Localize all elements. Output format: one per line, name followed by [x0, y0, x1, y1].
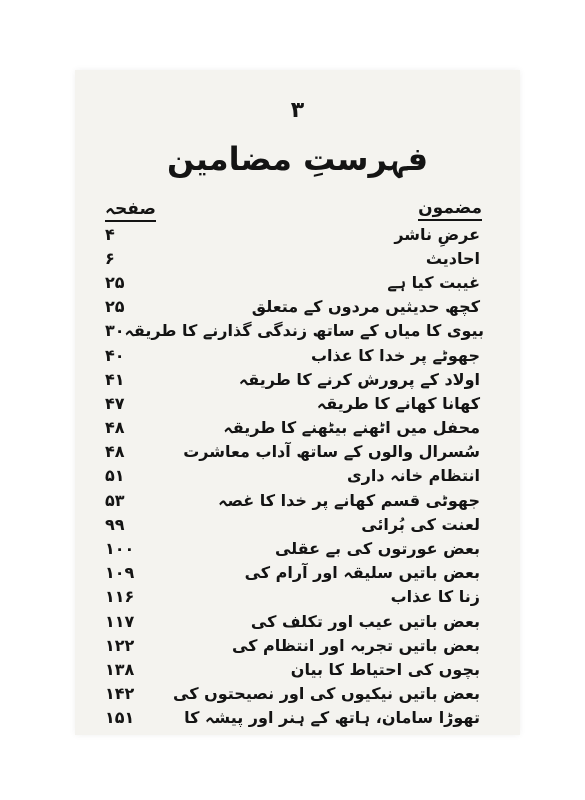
toc-page-number: ۴: [105, 224, 115, 244]
toc-subject: کھانا کھانے کا طریقہ: [316, 393, 480, 413]
toc-row: [105, 416, 480, 440]
toc-page-number: ۲۵: [105, 272, 125, 292]
toc-page-number: ۴۱: [105, 369, 125, 389]
toc-page-number: ۳۰: [105, 321, 125, 341]
toc-subject: جھوٹے پر خدا کا عذاب: [310, 345, 480, 365]
toc-row: [105, 246, 480, 270]
toc-page-number: ۱۰۰: [105, 539, 135, 559]
toc-row: [105, 391, 480, 415]
toc-page-number: ۴۰: [105, 345, 125, 365]
page-column-header: صفحہ: [105, 198, 156, 222]
toc-row: [105, 536, 480, 560]
subject-column-header: مضمون: [418, 198, 482, 221]
toc-subject: بعض باتیں سلیقہ اور آرام کی: [244, 563, 480, 583]
toc-subject: بعض باتیں نیکیوں کی اور نصیحتوں کی: [173, 684, 480, 704]
toc-row: [105, 561, 480, 585]
toc-row: [105, 633, 480, 657]
toc-row: [105, 440, 480, 464]
book-page: [75, 70, 520, 735]
toc-page-number: ۱۲۲: [105, 635, 135, 655]
toc-subject: غیبت کیا ہے: [387, 272, 480, 292]
toc-page-number: ۱۱۷: [105, 611, 135, 631]
toc-row: [105, 343, 480, 367]
toc-row: [105, 609, 480, 633]
toc-row: [105, 512, 480, 536]
toc-page-number: ۴۸: [105, 442, 125, 462]
toc-subject: محفل میں اٹھنے بیٹھنے کا طریقہ: [223, 418, 480, 438]
toc-subject: کچھ حدیثیں مردوں کے متعلق: [251, 297, 480, 317]
table-of-contents: [105, 222, 485, 730]
toc-page-number: ۵۳: [105, 490, 125, 510]
toc-page-number: ۴۸: [105, 418, 125, 438]
toc-subject: جھوٹی قسم کھانے پر خدا کا غصہ: [218, 490, 480, 510]
page-number: ۳: [290, 98, 305, 123]
toc-subject: احادیث: [425, 248, 480, 268]
toc-subject: بعض باتیں عیب اور تکلف کی: [250, 611, 480, 631]
toc-row: [105, 464, 480, 488]
toc-subject: تھوڑا سامان، ہاتھ کے ہنر اور پیشہ کا: [184, 708, 480, 728]
toc-row: [105, 270, 480, 294]
page-title: فہرستِ مضامین: [166, 140, 429, 178]
toc-row: [105, 295, 480, 319]
toc-row: [105, 682, 480, 706]
toc-subject: اولاد کے پرورش کرنے کا طریقہ: [238, 369, 480, 389]
toc-row: [105, 222, 480, 246]
toc-subject: عرضِ ناشر: [394, 224, 480, 244]
toc-subject: بعض باتیں تجربہ اور انتظام کی: [231, 635, 480, 655]
toc-page-number: ۱۱۶: [105, 587, 135, 607]
toc-page-number: ۱۳۸: [105, 659, 135, 679]
toc-row: [105, 657, 480, 681]
toc-subject: لعنت کی بُرائی: [361, 514, 480, 534]
toc-page-number: ۵۱: [105, 466, 125, 486]
toc-page-number: ۹۹: [105, 514, 125, 534]
toc-subject: بیوی کا میاں کے ساتھ زندگی گذارنے کا طریقہ: [124, 321, 485, 341]
toc-page-number: ۶: [105, 248, 115, 268]
toc-row: [105, 706, 480, 730]
toc-subject: بعض عورتوں کی بے عقلی: [274, 539, 480, 559]
toc-page-number: ۴۷: [105, 393, 125, 413]
toc-page-number: ۱۴۲: [105, 684, 135, 704]
toc-row: [105, 585, 480, 609]
toc-page-number: ۱۵۱: [105, 708, 135, 728]
toc-page-number: ۲۵: [105, 297, 125, 317]
toc-subject: انتظام خانہ داری: [347, 466, 480, 486]
toc-page-number: ۱۰۹: [105, 563, 135, 583]
toc-row: [105, 367, 480, 391]
toc-subject: بچوں کی احتیاط کا بیان: [290, 659, 480, 679]
toc-row: [105, 319, 485, 343]
toc-row: [105, 488, 480, 512]
toc-subject: زنا کا عذاب: [390, 587, 480, 607]
toc-subject: سُسرال والوں کے ساتھ آداب معاشرت: [183, 442, 480, 462]
